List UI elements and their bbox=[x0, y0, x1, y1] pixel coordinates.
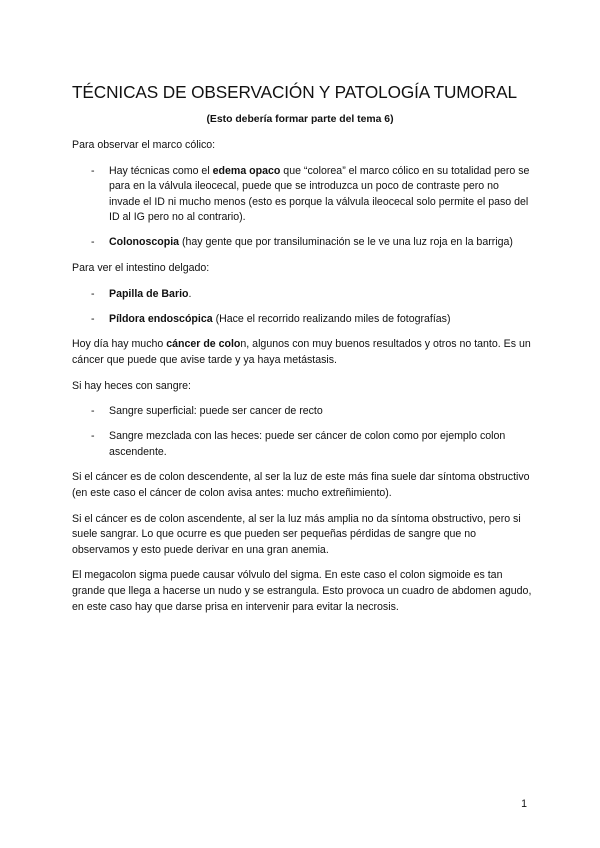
blood-intro: Si hay heces con sangre: bbox=[72, 379, 191, 392]
item-bold-term: Píldora endoscópica bbox=[109, 312, 213, 325]
page-subtitle: (Esto debería formar parte del tema 6) bbox=[206, 114, 394, 125]
item-text: que “colorea” el marco cólico en su totalidad pero se para en la válvula ileocecal, puede que se introduzca un poco de contraste pero no invade el ID ni mucho menos (esto es porque la válvula ileocecal solo permite el paso del ID al IG pero no al contrario). bbox=[109, 164, 530, 224]
paragraph-bold-term: cáncer de colo bbox=[166, 338, 241, 351]
item-bold-term: Colonoscopia bbox=[109, 236, 180, 249]
item-text: (hay gente que por transiluminación se le ve una luz roja en la barriga) bbox=[179, 236, 513, 249]
list-item bbox=[72, 235, 532, 251]
item-text: Sangre mezclada con las heces: puede ser cáncer de colon como por ejemplo colon ascendente. bbox=[109, 430, 506, 458]
paragraph-text: Hoy día hay mucho bbox=[72, 338, 167, 351]
list-marker: - bbox=[91, 164, 95, 177]
list-item bbox=[72, 287, 532, 303]
blood-list bbox=[72, 404, 532, 460]
list-item bbox=[72, 312, 532, 328]
item-text: (Hace el recorrido realizando miles de fotografías) bbox=[212, 312, 451, 325]
page-number: 1 bbox=[521, 798, 527, 810]
list-marker: - bbox=[91, 236, 95, 249]
document-body bbox=[72, 138, 532, 625]
colon-list bbox=[72, 164, 532, 251]
list-marker: - bbox=[91, 405, 95, 418]
list-item bbox=[72, 164, 532, 226]
colon-intro: Para observar el marco cólico: bbox=[72, 139, 216, 151]
item-bold-term: edema opaco bbox=[212, 164, 281, 177]
item-bold-term: Papilla de Bario bbox=[109, 287, 189, 300]
megacolon-paragraph: El megacolon sigma puede causar vólvulo del sigma. En este caso el colon sigmoide es tan grande que llega a hacerse un nudo y se estrangula. Esto provoca un cuadro de abdomen agudo, en este caso hay que darse prisa en intervenir para evitar la necrosis. bbox=[72, 569, 532, 613]
item-text: Hay técnicas como el bbox=[109, 164, 213, 177]
list-item bbox=[72, 404, 532, 420]
cancer-paragraph bbox=[72, 337, 532, 368]
page-title: TÉCNICAS DE OBSERVACIÓN Y PATOLOGÍA TUMORAL bbox=[72, 82, 517, 102]
descending-colon-paragraph: Si el cáncer es de colon descendente, al ser la luz de este más fina suele dar síntoma obstructivo (en este caso el cáncer de colon avisa antes: mucho extreñimiento). bbox=[72, 471, 530, 499]
small-intestine-list bbox=[72, 287, 532, 328]
list-marker: - bbox=[91, 430, 95, 443]
ascending-colon-paragraph: Si el cáncer es de colon ascendente, al ser la luz más amplia no da síntoma obstructivo, pero si suele sangrar. Lo que ocurre es que pueden ser pequeñas pérdidas de sangre que no observamos y esto puede derivar en una gran anemia. bbox=[72, 512, 521, 556]
item-text: . bbox=[188, 287, 192, 300]
list-marker: - bbox=[91, 287, 95, 300]
list-item bbox=[72, 429, 532, 460]
small-intestine-intro: Para ver el intestino delgado: bbox=[72, 262, 210, 275]
paragraph-text: n, algunos con muy buenos resultados y otros no tanto. Es un cáncer que puede que avise tarde y ya haya metástasis. bbox=[72, 338, 531, 366]
item-text: Sangre superficial: puede ser cancer de recto bbox=[109, 405, 323, 418]
list-marker: - bbox=[91, 312, 95, 325]
